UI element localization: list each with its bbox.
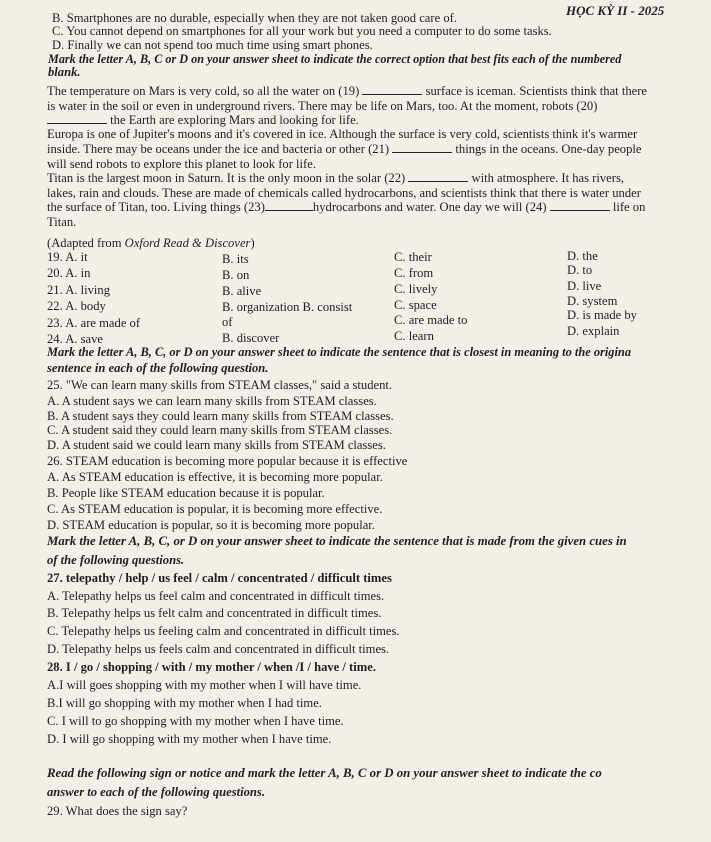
section-instruction: answer to each of the following questions.	[47, 785, 265, 799]
choice: A. Telepathy helps us feel calm and concentrated in difficult times.	[47, 589, 385, 603]
section-instruction: Mark the letter A, B, C, or D on your answer sheet to indicate the sentence that is made from the given cues in	[47, 534, 627, 548]
passage-line: Titan is the largest moon in Saturn. It is the only moon in the solar (22) with atmosphere. It has rivers,	[47, 171, 624, 185]
choice: D. A student said we could learn many skills from STEAM classes.	[47, 438, 386, 452]
option-b: B. on	[222, 268, 250, 282]
choice: B.I will go shopping with my mother when I had time.	[47, 696, 322, 710]
option-line: B. Smartphones are no durable, especially when they are not taken good care of.	[52, 11, 457, 25]
question-29: 29. What does the sign say?	[47, 804, 188, 818]
option-d: D. the	[567, 249, 598, 263]
option-line: C. You cannot depend on smartphones for all your work but you need a computer to do some tasks.	[52, 24, 552, 38]
option-c: C. their	[394, 250, 432, 264]
option-a: 23. A. are made of	[47, 316, 141, 330]
choice: C. Telepathy helps us feeling calm and concentrated in difficult times.	[47, 624, 400, 638]
question-26: 26. STEAM education is becoming more popular because it is effective	[47, 454, 408, 468]
option-d: D. is made by	[567, 308, 637, 322]
passage-line: Titan.	[47, 215, 77, 229]
passage-line: the surface of Titan, too. Living things (23) hydrocarbons and water. One day we will (24) life on	[47, 200, 646, 214]
option-d: D. live	[567, 279, 602, 293]
option-b: B. organization B. consist	[222, 300, 353, 314]
option-b: of	[222, 315, 233, 329]
choice: A.I will goes shopping with my mother when I will have time.	[47, 678, 362, 692]
option-b: B. its	[222, 252, 249, 266]
passage-line: The temperature on Mars is very cold, so all the water on (19) surface is iceman. Scientists think that there	[47, 84, 647, 98]
choice: C. I will to go shopping with my mother when I have time.	[47, 714, 344, 728]
option-b: B. discover	[222, 331, 280, 345]
option-c: C. lively	[394, 282, 438, 296]
option-c: C. are made to	[394, 313, 468, 327]
option-c: C. space	[394, 298, 437, 312]
choice: C. A student said they could learn many skills from STEAM classes.	[47, 423, 393, 437]
option-a: 24. A. save	[47, 332, 103, 346]
passage-line: the Earth are exploring Mars and looking for life.	[47, 113, 359, 128]
option-a: 19. A. it	[47, 250, 88, 264]
page-header: HỌC KỲ II - 2025	[566, 3, 665, 18]
passage-line: inside. There may be oceans under the ice and bacteria or other (21) things in the oceans. One-day people	[47, 142, 642, 156]
option-line: D. Finally we can not spend too much time using smart phones.	[52, 38, 373, 52]
question-25: 25. "We can learn many skills from STEAM classes," said a student.	[47, 378, 393, 392]
choice: A. As STEAM education is effective, it is becoming more popular.	[47, 470, 383, 484]
option-d: D. system	[567, 294, 618, 308]
section-instruction: Mark the letter A, B, C, or D on your answer sheet to indicate the sentence that is closest in meaning to the origina	[47, 345, 632, 359]
option-d: D. explain	[567, 324, 620, 338]
section-instruction: Read the following sign or notice and mark the letter A, B, C or D on your answer sheet to indicate the co	[47, 766, 602, 780]
choice: D. Telepathy helps us feels calm and concentrated in difficult times.	[47, 642, 390, 656]
option-a: 22. A. body	[47, 299, 106, 313]
passage-line: lakes, rain and clouds. These are made of chemicals called hydrocarbons, and scientists think that there is water under	[47, 186, 641, 200]
choice: B. A student says they could learn many skills from STEAM classes.	[47, 409, 394, 423]
instruction: blank.	[48, 65, 81, 79]
choice: B. People like STEAM education because it is popular.	[47, 486, 325, 500]
source-citation: (Adapted from Oxford Read & Discover)	[47, 236, 255, 250]
section-instruction: sentence in each of the following question.	[47, 361, 269, 375]
option-c: C. from	[394, 266, 434, 280]
choice: C. As STEAM education is popular, it is becoming more effective.	[47, 502, 383, 516]
choice: D. I will go shopping with my mother when I have time.	[47, 732, 332, 746]
instruction: Mark the letter A, B, C or D on your answer sheet to indicate the correct option that best fits each of the numbered	[48, 52, 622, 66]
question-28: 28. I / go / shopping / with / my mother / when /I / have / time.	[47, 660, 376, 674]
choice: B. Telepathy helps us felt calm and concentrated in difficult times.	[47, 606, 382, 620]
passage-line: Europa is one of Jupiter's moons and it's covered in ice. Although the surface is very cold, scientists think it's warmer	[47, 127, 638, 141]
option-a: 21. A. living	[47, 283, 110, 297]
question-27: 27. telepathy / help / us feel / calm / concentrated / difficult times	[47, 571, 392, 585]
choice: A. A student says we can learn many skills from STEAM classes.	[47, 394, 377, 408]
section-instruction: of the following questions.	[47, 553, 185, 567]
option-b: B. alive	[222, 284, 262, 298]
choice: D. STEAM education is popular, so it is becoming more popular.	[47, 518, 375, 532]
option-a: 20. A. in	[47, 266, 91, 280]
option-c: C. learn	[394, 329, 434, 343]
option-d: D. to	[567, 263, 593, 277]
passage-line: is water in the soil or even in underground rivers. There may be life on Mars, too. At the moment, robots (20)	[47, 99, 598, 113]
passage-line: will send robots to explore this planet to look for life.	[47, 157, 316, 171]
